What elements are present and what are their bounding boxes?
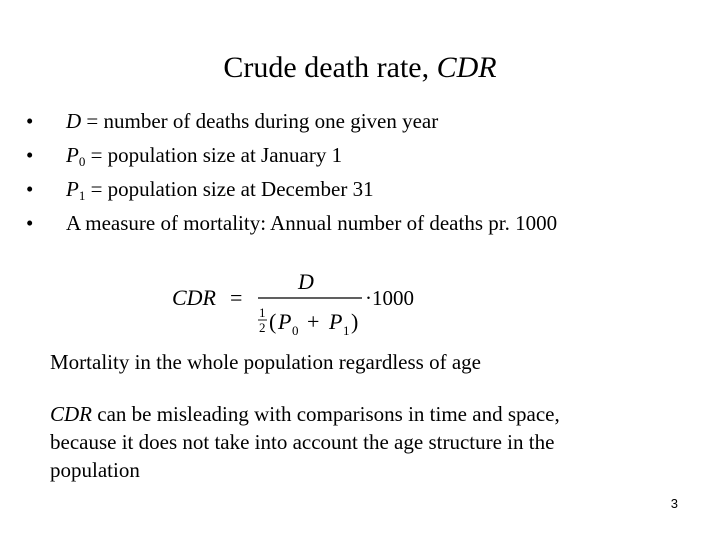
formula-p0-sub: 0 [292, 323, 299, 338]
formula-svg [170, 262, 440, 342]
note-cdr-italic: CDR [50, 402, 92, 426]
formula-close-paren: ) [351, 309, 359, 334]
formula-p0-var: P [278, 309, 292, 334]
formula-p1-sub: 1 [343, 323, 350, 338]
note-misleading [50, 400, 610, 484]
formula-p1-var: P [329, 309, 343, 334]
formula-plus: + [307, 309, 320, 334]
formula-numerator: D [298, 269, 314, 294]
bullet-item [26, 138, 557, 172]
slide-title [0, 50, 720, 86]
note-mortality: Mortality in the whole population regardless of age [50, 350, 481, 374]
title-text: Crude death rate, [223, 51, 437, 84]
bullet-item [26, 206, 557, 240]
bullet-variable: P [66, 143, 79, 167]
cdr-formula [170, 262, 440, 342]
bullet-marker: • [26, 177, 34, 201]
bullet-marker: • [26, 109, 34, 133]
bullet-subscript: 1 [78, 188, 86, 203]
bullet-text: = number of deaths during one given year [81, 109, 439, 133]
bullet-text: A measure of mortality: Annual number of deaths pr. 1000 [66, 211, 558, 235]
page-number: 3 [670, 496, 678, 511]
bullet-text: = population size at December 31 [85, 177, 374, 201]
half-denominator: 2 [259, 320, 266, 335]
bullet-marker: • [26, 143, 34, 167]
bullet-variable: D [66, 109, 82, 133]
title-italic: CDR [436, 51, 497, 84]
note-misleading-text: can be misleading with comparisons in time and space, because it does not take into account the age structure in the population [50, 402, 560, 482]
half-numerator: 1 [259, 305, 266, 320]
formula-equals: = [230, 285, 243, 310]
bullet-list [26, 104, 557, 240]
bullet-item [26, 104, 557, 138]
formula-multiplier: ·1000 [365, 286, 414, 310]
bullet-subscript: 0 [78, 154, 86, 169]
formula-lhs: CDR [172, 285, 216, 310]
formula-open-paren: ( [269, 309, 277, 334]
bullet-marker: • [26, 211, 34, 235]
bullet-item [26, 172, 557, 206]
bullet-text: = population size at January 1 [85, 143, 343, 167]
bullet-variable: P [66, 177, 79, 201]
